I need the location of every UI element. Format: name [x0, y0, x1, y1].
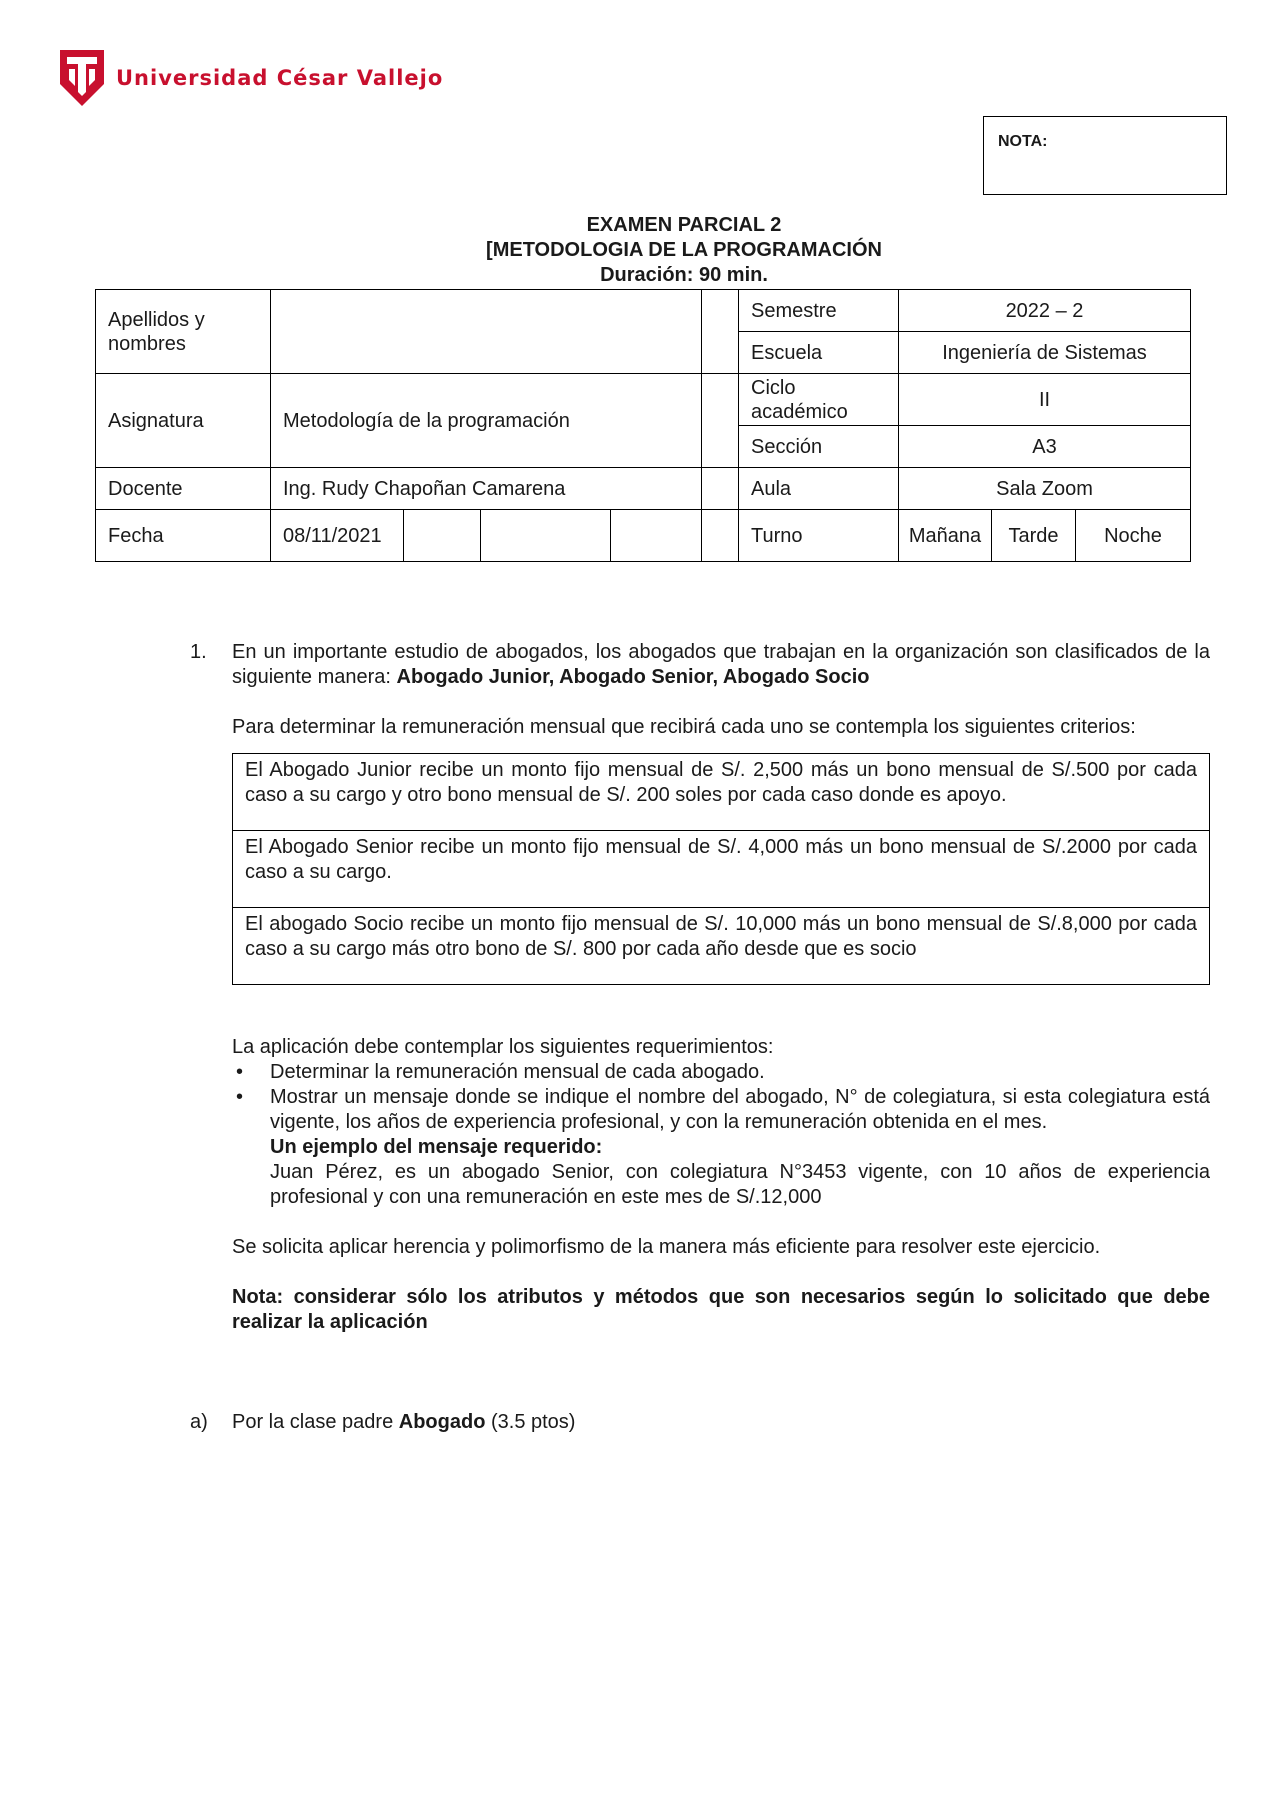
part-text-before: Por la clase padre: [232, 1411, 399, 1433]
turno-manana: Mañana: [899, 510, 992, 562]
lawyer-types: Abogado Junior, Abogado Senior, Abogado Socio: [396, 666, 870, 688]
criteria-intro: Para determinar la remuneración mensual que recibirá cada uno se contempla los siguientes criterios:: [232, 716, 1136, 738]
question-intro: En un importante estudio de abogados, los abogados que trabajan en la organización son clasificados de la siguiente manera:: [232, 641, 1210, 688]
spacer-cell: [702, 468, 739, 510]
spacer-cell: [702, 290, 739, 374]
criteria-table: [232, 753, 1210, 985]
escuela-label: Escuela: [739, 332, 899, 374]
question-number: 1.: [190, 641, 207, 663]
requirement-item: [236, 1085, 1210, 1210]
semestre-value: 2022 – 2: [899, 290, 1191, 332]
part-class-name: Abogado: [398, 1411, 486, 1433]
exam-duration: Duración: 90 min.: [600, 264, 768, 286]
apellidos-label: Apellidos y nombres: [96, 290, 271, 374]
fecha-label: Fecha: [96, 510, 271, 562]
example-text: Juan Pérez, es un abogado Senior, con colegiatura N°3453 vigente, con 10 años de experiencia profesional y con una remuneración en este mes de S/.12,000: [270, 1161, 1210, 1208]
university-logo: [58, 48, 443, 108]
university-shield-icon: [58, 48, 106, 108]
aula-label: Aula: [739, 468, 899, 510]
criteria-socio: El abogado Socio recibe un monto fijo mensual de S/. 10,000 más un bono mensual de S/.8,000 por cada caso a su cargo más otro bono de S/. 800 por cada año desde que es socio: [233, 908, 1210, 985]
exam-content: [190, 640, 1210, 1435]
ciclo-value: II: [899, 374, 1191, 426]
turno-tarde: Tarde: [992, 510, 1076, 562]
asignatura-label: Asignatura: [96, 374, 271, 468]
fecha-value: 08/11/2021: [271, 510, 404, 562]
part-points: (3.5 ptos): [485, 1411, 576, 1433]
example-title: Un ejemplo del mensaje requerido:: [270, 1136, 603, 1158]
empty-cell: [611, 510, 702, 562]
empty-cell: [481, 510, 611, 562]
docente-value: Ing. Rudy Chapoñan Camarena: [271, 468, 702, 510]
exam-title: EXAMEN PARCIAL 2: [586, 214, 782, 236]
grade-box: [983, 116, 1227, 195]
turno-label: Turno: [739, 510, 899, 562]
course-title: [METODOLOGIA DE LA PROGRAMACIÓN: [486, 239, 882, 261]
spacer-cell: [702, 374, 739, 468]
empty-cell: [404, 510, 481, 562]
part-a: [190, 1410, 1210, 1435]
requirements-intro: La aplicación debe contemplar los siguientes requerimientos:: [232, 1036, 774, 1058]
seccion-label: Sección: [739, 426, 899, 468]
aula-value: Sala Zoom: [899, 468, 1191, 510]
exam-info-table: [95, 289, 1191, 562]
question-1: [190, 640, 1210, 690]
bullet-icon: •: [236, 1086, 244, 1108]
turno-noche: Noche: [1076, 510, 1191, 562]
inheritance-instruction: Se solicita aplicar herencia y polimorfismo de la manera más eficiente para resolver este ejercicio.: [232, 1236, 1101, 1258]
requirement-text: Mostrar un mensaje donde se indique el nombre del abogado, N° de colegiatura, si esta colegiatura está vigente, los años de experiencia profesional, y con la remuneración obtenida en el mes.: [270, 1086, 1210, 1133]
escuela-value: Ingeniería de Sistemas: [899, 332, 1191, 374]
criteria-senior: El Abogado Senior recibe un monto fijo mensual de S/. 4,000 más un bono mensual de S/.2000 por cada caso a su cargo.: [233, 831, 1210, 908]
grade-label: NOTA:: [998, 133, 1048, 150]
seccion-value: A3: [899, 426, 1191, 468]
ciclo-label: Ciclo académico: [739, 374, 899, 426]
spacer-cell: [702, 510, 739, 562]
exam-note: Nota: considerar sólo los atributos y métodos que son necesarios según lo solicitado que debe realizar la aplicación: [232, 1286, 1210, 1333]
semestre-label: Semestre: [739, 290, 899, 332]
bullet-icon: •: [236, 1061, 244, 1083]
university-name: Universidad César Vallejo: [116, 66, 444, 90]
requirements-list: [190, 1060, 1210, 1210]
asignatura-value: Metodología de la programación: [271, 374, 702, 468]
requirement-item: [236, 1060, 1210, 1085]
apellidos-value: [271, 290, 702, 374]
part-letter: a): [190, 1411, 208, 1433]
requirement-text: Determinar la remuneración mensual de cada abogado.: [270, 1061, 765, 1083]
criteria-junior: El Abogado Junior recibe un monto fijo mensual de S/. 2,500 más un bono mensual de S/.500 por cada caso a su cargo y otro bono mensual de S/. 200 soles por cada caso donde es apoyo.: [233, 754, 1210, 831]
docente-label: Docente: [96, 468, 271, 510]
